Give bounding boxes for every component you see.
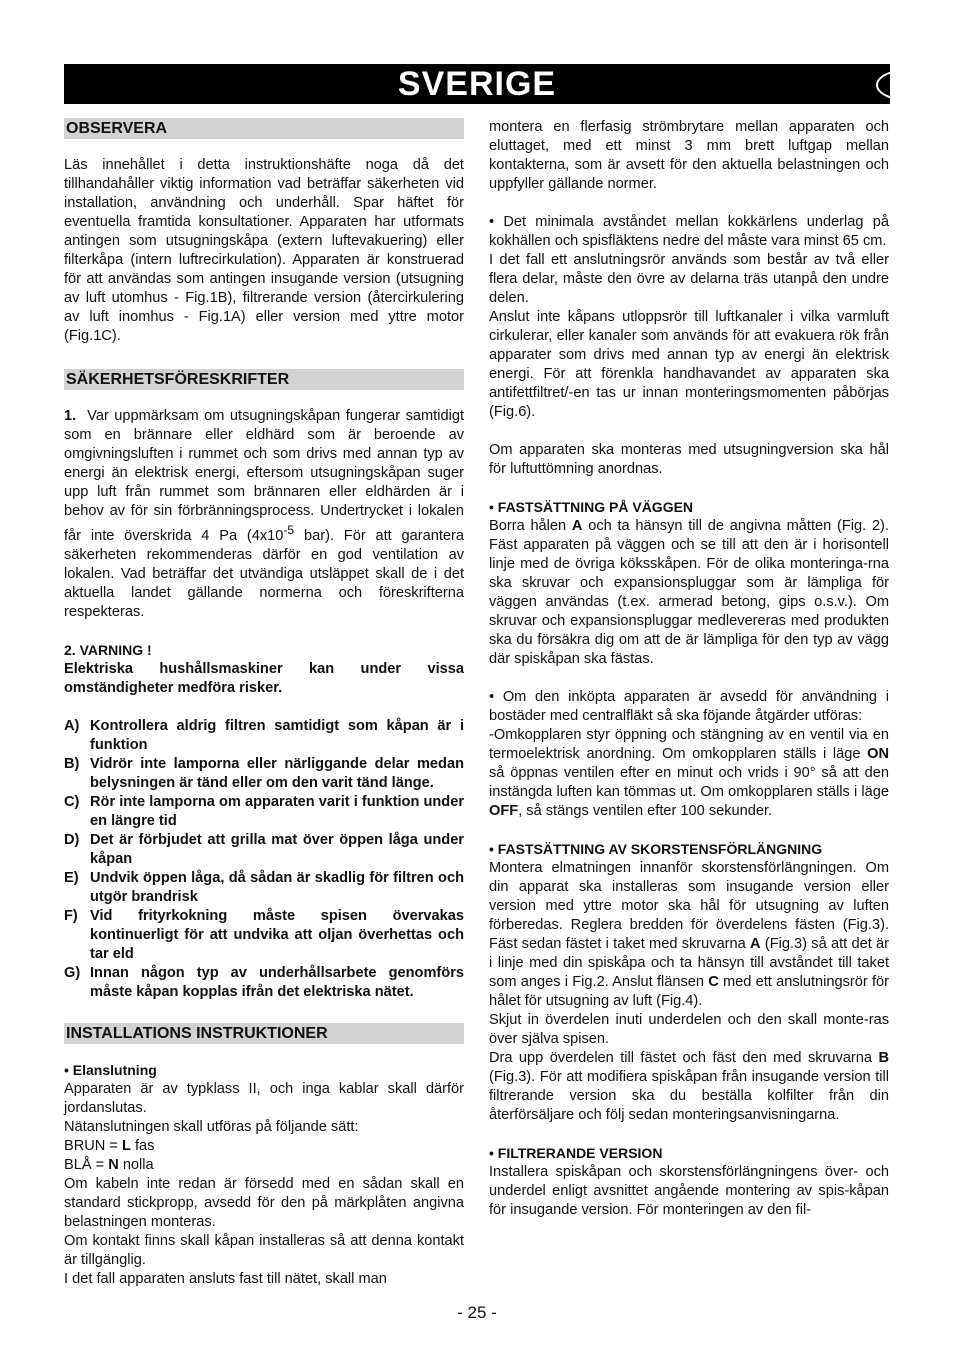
left-column	[64, 118, 464, 1289]
country-badge: S	[876, 69, 940, 101]
wall-mount-title: • FASTSÄTTNING PÅ VÄGGEN	[489, 499, 694, 515]
central-fan-text: • Om den inköpta apparaten är avsedd för användning i bostäder med centralfläkt så ska föjande åtgärder utföras:	[489, 689, 889, 724]
exponent: -5	[283, 523, 295, 537]
pipe-text: I det fall ett anslutningsrör används som består av två eller flera delar, måste den övre av delarna träs utanpå den undre delen.	[489, 252, 889, 306]
chimney-text-2: Skjut in överdelen inuti underdelen och den skall monte-ras över själva spisen.	[489, 1012, 889, 1047]
chimney-text-1: Montera elmatningen innanför skorstensförlängningen. Om din apparat ska installeras som insugande version eller version med yttre motor ska hål för utsugning av luften förberedas. Reglera bredden för överdelens fästen (Fig.3). Fäst sedan fästet i taket med skruvarna A (Fig.3) så att det är i linje med din spiskåpa och ta hänsyn till avståndet till taket som anges i Fig.2. Anslut flänsen C med ett anslutningsrör för hålet för utsugning av luft (Fig.4).	[489, 860, 890, 1009]
right-column	[489, 118, 889, 1220]
warning-item: G) Innan någon typ av underhållsarbete genomförs måste kåpan kopplas ifrån det elektriska nätet.	[64, 964, 464, 1000]
warning-text: Elektriska hushållsmaskiner kan under vissa omständigheter medföra risker.	[64, 660, 464, 696]
filter-version-title: • FILTRERANDE VERSION	[489, 1145, 663, 1161]
warning-item: C) Rör inte lamporna om apparaten varit i funktion under en längre tid	[64, 793, 464, 829]
section-heading-install: INSTALLATIONS INSTRUKTIONER	[64, 1023, 464, 1044]
page-number: - 25 -	[457, 1303, 497, 1322]
observera-text: Läs innehållet i detta instruktionshäfte noga då det tillhandahåller viktig information vad beträffar säkerheten vid installation, användning och underhåll. Spar häftet för eventuella framtida konsultationer. Apparaten har utformats antingen som utsugningskåpa (extern luftevakuering) eller filterkåpa (intern luftrecirkulation). Apparaten är konstruerad för att användas som antingen insugande version (utsugning av luft utomhus - Fig.1B), filtrerande version (återcirkulering av luft inomhus - Fig.1A) eller version med yttre motor (Fig.1C).	[64, 157, 464, 344]
duct-text: Anslut inte kåpans utloppsrör till luftkanaler i vilka varmluft cirkulerar, eller kanaler som används för att evakuera rök från apparater som drivs med annan typ av energi än elektrisk energi. För att förenkla handhavandet av apparaten ska antifettfiltret/-en tas ur innan monteringsmomenten påbörjas (Fig.6).	[489, 309, 889, 420]
install-text-3: Om kabeln inte redan är försedd med en sådan skall en standard stickpropp, avsedd för den på märkplåten angivna belastningen monteras.	[64, 1175, 464, 1230]
elanslutning-title: • Elanslutning	[64, 1061, 157, 1078]
wall-mount-text: Borra hålen A och ta hänsyn till de angivna måtten (Fig. 2). Fäst apparaten på väggen och se till att den är i horisontell linje med de övriga köksskåpen. För de olika monteringa-rna ska skruvar och expansionspluggar som är lämpliga för väggen användas (t.ex. armerad betong, gips o.s.v.). Om skruvar och expansionspluggar medlevereras med produkten ska du försäkra dig om att de är lämpliga för den typ av vägg där spiskåpan ska fästas.	[489, 518, 889, 667]
install-text-4: Om kontakt finns skall kåpan installeras så att denna kontakt är tillgänglig.	[64, 1232, 464, 1268]
filter-version-text: Installera spiskåpan och skorstensförlängningens över- och underdel enligt avsnittet angående montering av spis-kåpan för insugande version. För monteringen av den fil-	[489, 1164, 889, 1218]
chimney-text-3: Dra upp överdelen till fästet och fäst den med skruvarna B (Fig.3). För att modifiera spiskåpan från insugande version till filtrerande version ska du beställa kolfilter från din återförsäljare och följ sedan monteringsanvisningarna.	[489, 1050, 889, 1123]
warning-item: A) Kontrollera aldrig filtren samtidigt som kåpan är i funktion	[64, 717, 464, 753]
section-heading-safety: SÄKERHETSFÖRESKRIFTER	[64, 369, 464, 390]
safety-paragraph-1-number: 1.	[64, 408, 77, 424]
safety-paragraph-1: 1. Var uppmärksam om utsugningskåpan fungerar samtidigt som en brännare eller eldhärd som är beroende av omgivningsluften i rummet och som drivs med annan typ av energi än elektrisk energi, eftersom utsugningskåpan suger upp luft från rummet som brännaren eller eldhärden är i behov av för sin förbränningsprocess. Undertrycket i lokalen får inte överskrida 4 Pa ($4x10^{-5}$ bar). För att garantera säkerheten rekommenderas därför en god ventilation av lokalen. Vad beträffar det utvändiga utsläppet skall de i det aktuella landet gällande normerna och föreskrifterna respekteras.	[64, 408, 465, 620]
title-banner	[64, 64, 914, 104]
distance-text: • Det minimala avståndet mellan kokkärlens underlag på kokhällen och spisfläktens nedre del måste vara minst 65 cm.	[489, 214, 889, 249]
wire-brown: BRUN = L fas	[64, 1137, 155, 1154]
warning-list	[64, 717, 464, 1002]
warning-item: B) Vidrör inte lamporna eller närliggande delar medan belysningen är tänd eller om den varit tänd länge.	[64, 755, 464, 791]
switch-text: montera en flerfasig strömbrytare mellan apparaten och eluttaget, med ett minst 3 mm brett luftgap mellan kontakterna, som är avsett för den aktuella belastningen och uppfyller gällande normer.	[489, 119, 889, 192]
page-title: SVERIGE	[397, 65, 557, 103]
warning-item: F) Vid frityrkokning måste spisen övervakas kontinuerligt för att undvika att oljan överhettas och tar eld	[64, 907, 464, 962]
warning-title: 2. VARNING !	[64, 641, 152, 658]
install-text-1: Apparaten är av typklass II, och inga kablar skall därför jordanslutas.	[64, 1080, 464, 1116]
chimney-title: • FASTSÄTTNING AV SKORSTENSFÖRLÄNGNING	[489, 841, 823, 857]
section-heading-observera: OBSERVERA	[64, 118, 464, 139]
wire-blue: BLÅ = N nolla	[64, 1156, 154, 1173]
outlet-text: Om apparaten ska monteras med utsugningversion ska hål för luftuttömning anordnas.	[489, 442, 889, 477]
install-text-5: I det fall apparaten ansluts fast till nätet, skall man	[64, 1270, 387, 1287]
install-text-2: Nätanslutningen skall utföras på följande sätt:	[64, 1118, 359, 1135]
switch-valve-text: -Omkopplaren styr öppning och stängning av en ventil via en termoelektrisk anordning. Om omkopplaren ställs i läge ON så öppnas ventilen efter en minut och vrids i 90° så att den instängda luften kan tömmas ut. Om omkopplaren ställs i läge OFF, så stängs ventilen efter 100 sekunder.	[489, 727, 889, 819]
warning-item: D) Det är förbjudet att grilla mat över öppen låga under kåpan	[64, 831, 464, 867]
warning-item: E) Undvik öppen låga, då sådan är skadlig för filtren och utgör brandrisk	[64, 869, 464, 905]
